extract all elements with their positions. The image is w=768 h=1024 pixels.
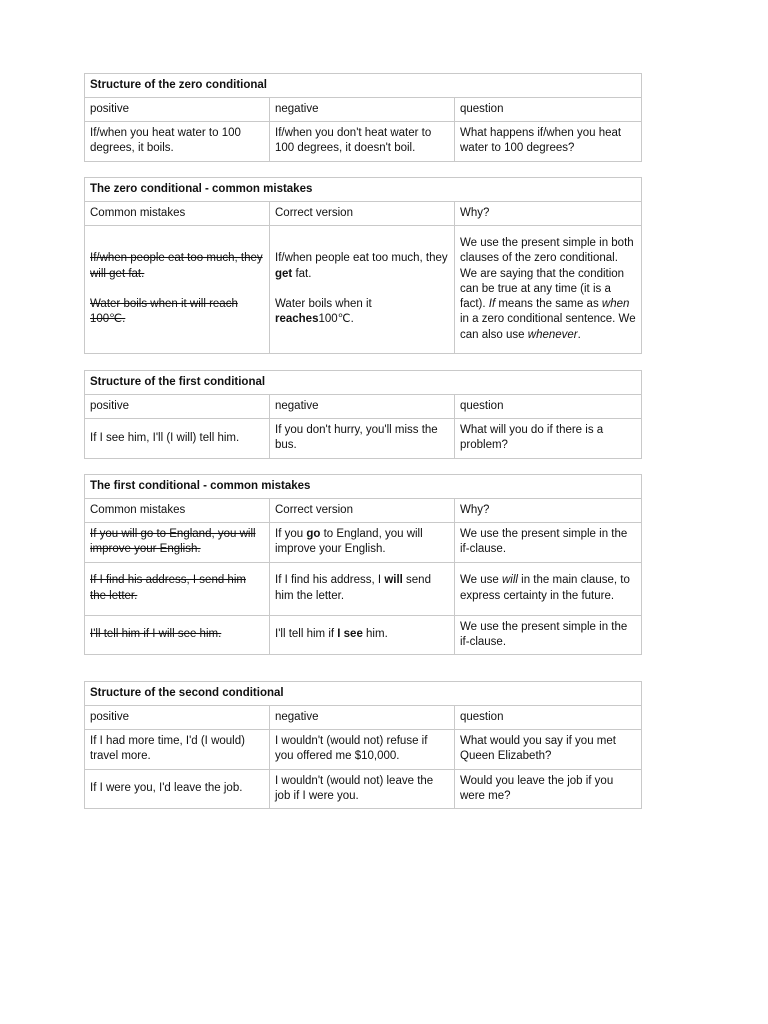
table-row (85, 523, 642, 563)
positive-cell: If I were you, I'd leave the job. (85, 769, 270, 809)
mistakes-cell (85, 226, 270, 354)
header-row (85, 202, 642, 226)
negative-cell: If/when you don't heat water to 100 degrees, it doesn't boil. (270, 122, 455, 162)
table-row (85, 419, 642, 459)
correct-cell: If you go to England, you will improve your English. (270, 523, 455, 563)
column-header: negative (270, 395, 455, 419)
correct-cell (270, 226, 455, 354)
table-row (85, 615, 642, 655)
column-header: negative (270, 98, 455, 122)
column-header: Correct version (270, 202, 455, 226)
positive-cell: If I see him, I'll (I will) tell him. (85, 419, 270, 459)
column-header: positive (85, 706, 270, 730)
header-row (85, 499, 642, 523)
table-title: The first conditional - common mistakes (85, 475, 642, 499)
table-title: The zero conditional - common mistakes (85, 178, 642, 202)
header-row (85, 395, 642, 419)
table-row (85, 730, 642, 770)
table-title: Structure of the zero conditional (85, 74, 642, 98)
column-header: positive (85, 395, 270, 419)
first-conditional-mistakes-table (84, 474, 642, 655)
header-row (85, 98, 642, 122)
negative-cell: If you don't hurry, you'll miss the bus. (270, 419, 455, 459)
zero-conditional-structure-table (84, 73, 642, 162)
positive-cell: If I had more time, I'd (I would) travel more. (85, 730, 270, 770)
second-conditional-structure-table (84, 681, 642, 809)
zero-conditional-mistakes-table (84, 177, 642, 354)
correct-text: If/when people eat too much, they get fat. (275, 252, 448, 280)
why-cell: We use the present simple in both clauses of the zero conditional. We are saying that the condition can be true at any time (it is a fact). If means the same as when in a zero conditional sentence. We can also use whenever. (455, 226, 642, 354)
table-row (85, 562, 642, 615)
column-header: Common mistakes (85, 202, 270, 226)
column-header: negative (270, 706, 455, 730)
table-row (85, 122, 642, 162)
mistake-cell: If you will go to England, you will improve your English. (85, 523, 270, 563)
column-header: Why? (455, 202, 642, 226)
negative-cell: I wouldn't (would not) refuse if you offered me $10,000. (270, 730, 455, 770)
column-header: Why? (455, 499, 642, 523)
why-cell: We use the present simple in the if-clause. (455, 523, 642, 563)
question-cell: What will you do if there is a problem? (455, 419, 642, 459)
table-title: Structure of the second conditional (85, 682, 642, 706)
correct-text: Water boils when it reaches100℃. (275, 298, 372, 326)
mistake-cell: I'll tell him if I will see him. (85, 615, 270, 655)
column-header: Common mistakes (85, 499, 270, 523)
correct-cell: If I find his address, I will send him the letter. (270, 562, 455, 615)
why-cell: We use the present simple in the if-clause. (455, 615, 642, 655)
positive-cell: If/when you heat water to 100 degrees, it boils. (85, 122, 270, 162)
question-cell: Would you leave the job if you were me? (455, 769, 642, 809)
negative-cell: I wouldn't (would not) leave the job if I were you. (270, 769, 455, 809)
column-header: question (455, 98, 642, 122)
table-row (85, 769, 642, 809)
header-row (85, 706, 642, 730)
column-header: question (455, 395, 642, 419)
correct-cell: I'll tell him if I see him. (270, 615, 455, 655)
question-cell: What would you say if you met Queen Elizabeth? (455, 730, 642, 770)
first-conditional-structure-table (84, 370, 642, 459)
table-row (85, 226, 642, 354)
column-header: Correct version (270, 499, 455, 523)
question-cell: What happens if/when you heat water to 100 degrees? (455, 122, 642, 162)
why-cell: We use will in the main clause, to express certainty in the future. (455, 562, 642, 615)
table-title: Structure of the first conditional (85, 371, 642, 395)
column-header: question (455, 706, 642, 730)
column-header: positive (85, 98, 270, 122)
mistake-text: If/when people eat too much, they will get fat. (90, 252, 263, 280)
mistake-cell: If I find his address, I send him the letter. (85, 562, 270, 615)
mistake-text: Water boils when it will reach 100℃. (90, 298, 238, 326)
